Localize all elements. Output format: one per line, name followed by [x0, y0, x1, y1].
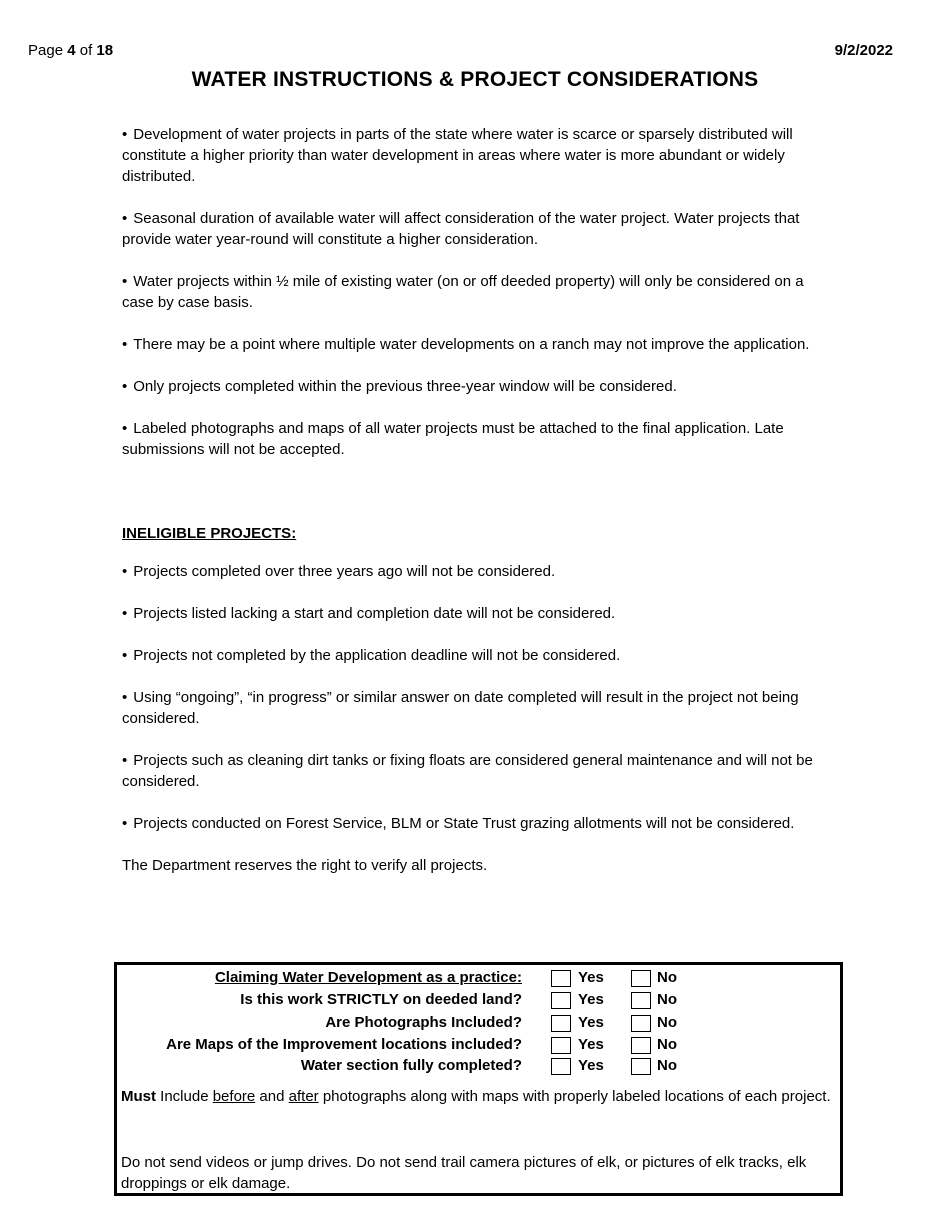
no-label: No: [657, 1036, 677, 1053]
question-label: Claiming Water Development as a practice:: [214, 969, 522, 986]
yes-checkbox[interactable]: [551, 992, 571, 1009]
checklist-row: [117, 1012, 840, 1034]
page-total: 18: [96, 42, 114, 59]
yes-label: Yes: [578, 1014, 604, 1031]
consideration-text: There may be a point where multiple water developments on a ranch may not improve the application.: [133, 336, 810, 353]
question-label: Water section fully completed?: [300, 1057, 522, 1074]
page-current: 4: [67, 42, 76, 59]
page-title: WATER INSTRUCTIONS & PROJECT CONSIDERATIONS: [191, 68, 759, 91]
must-before: before: [212, 1088, 256, 1105]
consideration-item: [122, 418, 830, 460]
page-number: [28, 42, 113, 59]
bullet-icon: •: [122, 563, 128, 580]
submission-warning: Do not send videos or jump drives. Do not send trail camera pictures of elk, or pictures of elk tracks, elk droppings or elk damage.: [121, 1154, 807, 1192]
yes-label: Yes: [578, 1057, 604, 1074]
must-text-2: and: [255, 1088, 289, 1105]
ineligible-text: Projects listed lacking a start and completion date will not be considered.: [133, 605, 616, 622]
checklist-row: [117, 1055, 840, 1077]
ineligible-item: [122, 603, 830, 624]
ineligible-text: Projects such as cleaning dirt tanks or fixing floats are considered general maintenance and will not be considered.: [122, 752, 813, 790]
bullet-icon: •: [122, 126, 128, 143]
no-label: No: [657, 1014, 677, 1031]
bullet-icon: •: [122, 420, 128, 437]
bullet-icon: •: [122, 647, 128, 664]
consideration-text: Development of water projects in parts of the state where water is scarce or sparsely distributed will constitute a higher priority than water development in areas where water is more abundant or widely distributed.: [122, 126, 793, 185]
ineligible-item: [122, 813, 830, 834]
question-label: Is this work STRICTLY on deeded land?: [240, 991, 522, 1008]
yes-checkbox[interactable]: [551, 1037, 571, 1054]
must-text-3: photographs along with maps with properly labeled locations of each project.: [318, 1088, 831, 1105]
ineligible-heading: INELIGIBLE PROJECTS:: [122, 525, 297, 542]
ineligible-text: Using “ongoing”, “in progress” or similar answer on date completed will result in the project not being considered.: [122, 689, 799, 727]
yes-checkbox[interactable]: [551, 970, 571, 987]
ineligible-text: Projects conducted on Forest Service, BLM or State Trust grazing allotments will not be considered.: [133, 815, 795, 832]
consideration-item: [122, 208, 830, 250]
bullet-icon: •: [122, 752, 128, 769]
bullet-icon: •: [122, 378, 128, 395]
checklist-row: [117, 967, 840, 989]
bullet-icon: •: [122, 689, 128, 706]
bullet-icon: •: [122, 336, 128, 353]
page-of: of: [79, 42, 93, 59]
yes-label: Yes: [578, 1036, 604, 1053]
yes-checkbox[interactable]: [551, 1058, 571, 1075]
bullet-icon: •: [122, 210, 128, 227]
consideration-item: [122, 376, 830, 397]
checklist-row: [117, 989, 840, 1011]
yes-checkbox[interactable]: [551, 1015, 571, 1032]
no-label: No: [657, 1057, 677, 1074]
water-checklist-box: [114, 962, 843, 1196]
no-checkbox[interactable]: [631, 1015, 651, 1032]
checklist-row: [117, 1034, 840, 1056]
page-prefix: Page: [28, 42, 64, 59]
consideration-text: Seasonal duration of available water will affect consideration of the water project. Water projects that provide water year-round will constitute a higher consideration.: [122, 210, 800, 248]
ineligible-item: [122, 687, 830, 729]
yes-label: Yes: [578, 991, 604, 1008]
no-checkbox[interactable]: [631, 992, 651, 1009]
no-checkbox[interactable]: [631, 1058, 651, 1075]
must-bold: Must: [121, 1088, 156, 1105]
question-label: Are Photographs Included?: [325, 1014, 522, 1031]
document-date: 9/2/2022: [834, 42, 893, 59]
bullet-icon: •: [122, 815, 128, 832]
verification-note: The Department reserves the right to verify all projects.: [122, 857, 488, 874]
no-label: No: [657, 969, 677, 986]
ineligible-text: Projects completed over three years ago will not be considered.: [133, 563, 556, 580]
ineligible-text: Projects not completed by the application deadline will not be considered.: [133, 647, 621, 664]
ineligible-item: [122, 750, 830, 792]
must-after: after: [288, 1088, 319, 1105]
ineligible-item: [122, 645, 830, 666]
must-include-note: [121, 1086, 833, 1107]
consideration-text: Water projects within ½ mile of existing water (on or off deeded property) will only be considered on a case by case basis.: [122, 273, 804, 311]
yes-label: Yes: [578, 969, 604, 986]
bullet-icon: •: [122, 273, 128, 290]
bullet-icon: •: [122, 605, 128, 622]
consideration-item: [122, 124, 830, 187]
no-checkbox[interactable]: [631, 970, 651, 987]
consideration-item: [122, 271, 830, 313]
must-text-1: Include: [156, 1088, 213, 1105]
consideration-text: Only projects completed within the previous three-year window will be considered.: [133, 378, 677, 395]
consideration-item: [122, 334, 830, 355]
no-checkbox[interactable]: [631, 1037, 651, 1054]
no-label: No: [657, 991, 677, 1008]
instructions-content: [122, 124, 830, 876]
question-label: Are Maps of the Improvement locations included?: [166, 1036, 522, 1053]
ineligible-item: [122, 561, 830, 582]
consideration-text: Labeled photographs and maps of all water projects must be attached to the final application. Late submissions will not be accepted.: [122, 420, 784, 458]
